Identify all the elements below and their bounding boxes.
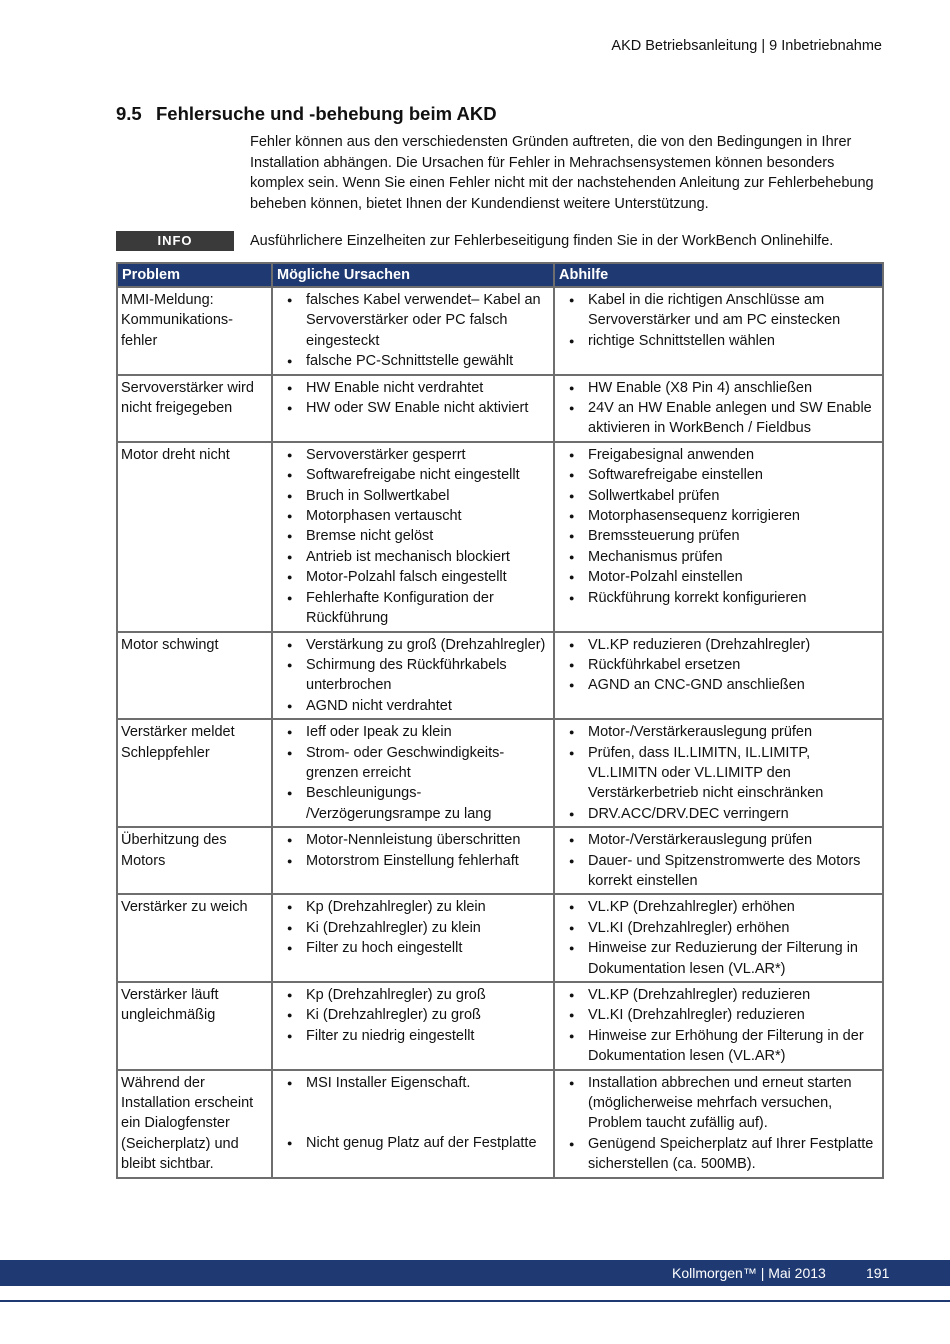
list-item: ● Dauer- und Spitzenstromwerte des Motors korrekt einstellen [558,851,879,892]
table-row [117,827,883,894]
table-row [117,719,883,827]
info-text: Ausführlichere Einzelheiten zur Fehlerbeseitigung finden Sie in der WorkBench Onlinehilfe. [250,233,834,249]
footer-divider [0,1300,950,1302]
list-item: ● AGND nicht verdrahtet [276,696,550,716]
list-item: ● Genügend Speicherplatz auf Ihrer Festplatte sicherstellen (ca. 500MB). [558,1134,879,1175]
remedies-cell [554,894,883,982]
list-item: ● Beschleunigungs- /Verzögerungsrampe zu lang [276,783,550,824]
list-item: ● Antrieb ist mechanisch blockiert [276,547,550,567]
problem-cell: Verstärker läuft ungleichmäßig [117,982,272,1070]
list-item: ● 24V an HW Enable anlegen und SW Enable aktivieren in WorkBench / Fieldbus [558,398,879,439]
list-item: ● VL.KI (Drehzahlregler) erhöhen [558,918,879,938]
list-item: ● Servoverstärker gesperrt [276,445,550,465]
header-problem: Problem [117,263,272,287]
list-item: ● HW Enable (X8 Pin 4) anschließen [558,378,879,398]
list-item: ● Ki (Drehzahlregler) zu klein [276,918,550,938]
list-item: ● Bremssteuerung prüfen [558,526,879,546]
causes-cell [272,632,554,720]
page-number: 191 [866,1265,890,1281]
problem-cell: Überhitzung des Motors [117,827,272,894]
list-item: ● Filter zu hoch eingestellt [276,938,550,958]
table-row [117,982,883,1070]
list-item: ● Verstärkung zu groß (Drehzahlregler) [276,635,550,655]
list-item: ● Hinweise zur Erhöhung der Filterung in der Dokumentation lesen (VL.AR*) [558,1026,879,1067]
list-item: ● HW oder SW Enable nicht aktiviert [276,398,550,418]
list-item: ● Prüfen, dass IL.LIMITN, IL.LIMITP, VL.LIMITN oder VL.LIMITP den Verstärkerbetrieb nicht einschränken [558,743,879,804]
table-row [117,1070,883,1178]
list-item: ● Schirmung des Rückführkabels unterbrochen [276,655,550,696]
list-item: ● Rückführkabel ersetzen [558,655,879,675]
list-item: ● Kp (Drehzahlregler) zu groß [276,985,550,1005]
list-item: ● VL.KP (Drehzahlregler) reduzieren [558,985,879,1005]
remedies-cell [554,375,883,442]
list-item: ● Installation abbrechen und erneut starten (möglicherweise mehrfach versuchen, Problem taucht zufällig auf). [558,1073,879,1134]
causes-cell [272,982,554,1070]
running-header: AKD Betriebsanleitung | 9 Inbetriebnahme [611,38,882,54]
problem-cell: MMI-Meldung: Kommunikations-fehler [117,287,272,375]
causes-cell [272,442,554,632]
list-item: ● falsche PC-Schnittstelle gewählt [276,351,550,371]
list-item: ● Bremse nicht gelöst [276,526,550,546]
list-item: ● Motor-/Verstärkerauslegung prüfen [558,722,879,742]
list-item: ● Sollwertkabel prüfen [558,486,879,506]
remedies-cell [554,982,883,1070]
list-item: ● Motor-Nennleistung überschritten [276,830,550,850]
list-item: ● Hinweise zur Reduzierung der Filterung in Dokumentation lesen (VL.AR*) [558,938,879,979]
list-item: ● Softwarefreigabe einstellen [558,465,879,485]
footer-text: Kollmorgen™ | Mai 2013 [672,1265,826,1281]
list-item: ● HW Enable nicht verdrahtet [276,378,550,398]
remedies-cell [554,442,883,632]
problem-cell: Verstärker zu weich [117,894,272,982]
list-item: ● Bruch in Sollwertkabel [276,486,550,506]
causes-cell [272,1070,554,1178]
list-item: ● Softwarefreigabe nicht eingestellt [276,465,550,485]
list-item: ● Motor-Polzahl falsch eingestellt [276,567,550,587]
remedies-cell [554,287,883,375]
list-item: ● Mechanismus prüfen [558,547,879,567]
list-item: ● richtige Schnittstellen wählen [558,331,879,351]
table-row [117,375,883,442]
list-item: ● Motor-/Verstärkerauslegung prüfen [558,830,879,850]
problem-cell: Servoverstärker wird nicht freigegeben [117,375,272,442]
table-row [117,632,883,720]
list-item: ● Motor-Polzahl einstellen [558,567,879,587]
list-item: ● Fehlerhafte Konfiguration der Rückführung [276,588,550,629]
list-item: ● DRV.ACC/DRV.DEC verringern [558,804,879,824]
list-item: ● Rückführung korrekt konfigurieren [558,588,879,608]
list-item: ● VL.KP reduzieren (Drehzahlregler) [558,635,879,655]
remedies-cell [554,827,883,894]
remedies-cell [554,1070,883,1178]
problem-cell: Während der Installation erscheint ein Dialogfenster (Seicherplatz) und bleibt sichtbar. [117,1070,272,1178]
info-label: INFO [116,231,234,251]
list-item: ● falsches Kabel verwendet– Kabel an Servoverstärker oder PC falsch eingesteckt [276,290,550,351]
list-item: ● Motorphasensequenz korrigieren [558,506,879,526]
header-remedies: Abhilfe [554,263,883,287]
list-item: ● Ieff oder Ipeak zu klein [276,722,550,742]
list-item: ● Motorphasen vertauscht [276,506,550,526]
causes-cell [272,894,554,982]
causes-cell [272,719,554,827]
list-item: ● Kabel in die richtigen Anschlüsse am Servoverstärker und am PC einstecken [558,290,879,331]
list-item: ● Motorstrom Einstellung fehlerhaft [276,851,550,871]
list-item: ● Ki (Drehzahlregler) zu groß [276,1005,550,1025]
table-row [117,894,883,982]
list-item: ● Nicht genug Platz auf der Festplatte [276,1133,550,1153]
list-item: ● VL.KI (Drehzahlregler) reduzieren [558,1005,879,1025]
list-item: ● Strom- oder Geschwindigkeits-grenzen erreicht [276,743,550,784]
remedies-cell [554,632,883,720]
list-item: ● VL.KP (Drehzahlregler) erhöhen [558,897,879,917]
list-item: ● MSI Installer Eigenschaft. [276,1073,550,1093]
problem-cell: Motor schwingt [117,632,272,720]
section-title [116,103,497,125]
problem-cell: Verstärker meldet Schleppfehler [117,719,272,827]
causes-cell [272,375,554,442]
list-item: ● AGND an CNC-GND anschließen [558,675,879,695]
causes-cell [272,827,554,894]
header-causes: Mögliche Ursachen [272,263,554,287]
list-item: ● Freigabesignal anwenden [558,445,879,465]
list-item: ● Filter zu niedrig eingestellt [276,1026,550,1046]
table-row [117,442,883,632]
list-item: ● Kp (Drehzahlregler) zu klein [276,897,550,917]
section-number: 9.5 [116,103,142,124]
problem-cell: Motor dreht nicht [117,442,272,632]
causes-cell [272,287,554,375]
intro-paragraph: Fehler können aus den verschiedensten Gründen auftreten, die von den Bedingungen in Ihrer Installation abhängen. Die Ursachen für Fehler in Mehrachsensystemen können besonders komplex sein. Wenn Sie einen Fehler nicht mit der nachstehenden Anleitung zur Fehlerbehebung beheben können, bietet Ihnen der Kundendienst weitere Unterstützung. [250,134,874,212]
section-title-text: Fehlersuche und -behebung beim AKD [156,103,497,124]
table-row [117,287,883,375]
remedies-cell [554,719,883,827]
table-header-row [117,263,883,287]
troubleshooting-table [116,262,884,1179]
